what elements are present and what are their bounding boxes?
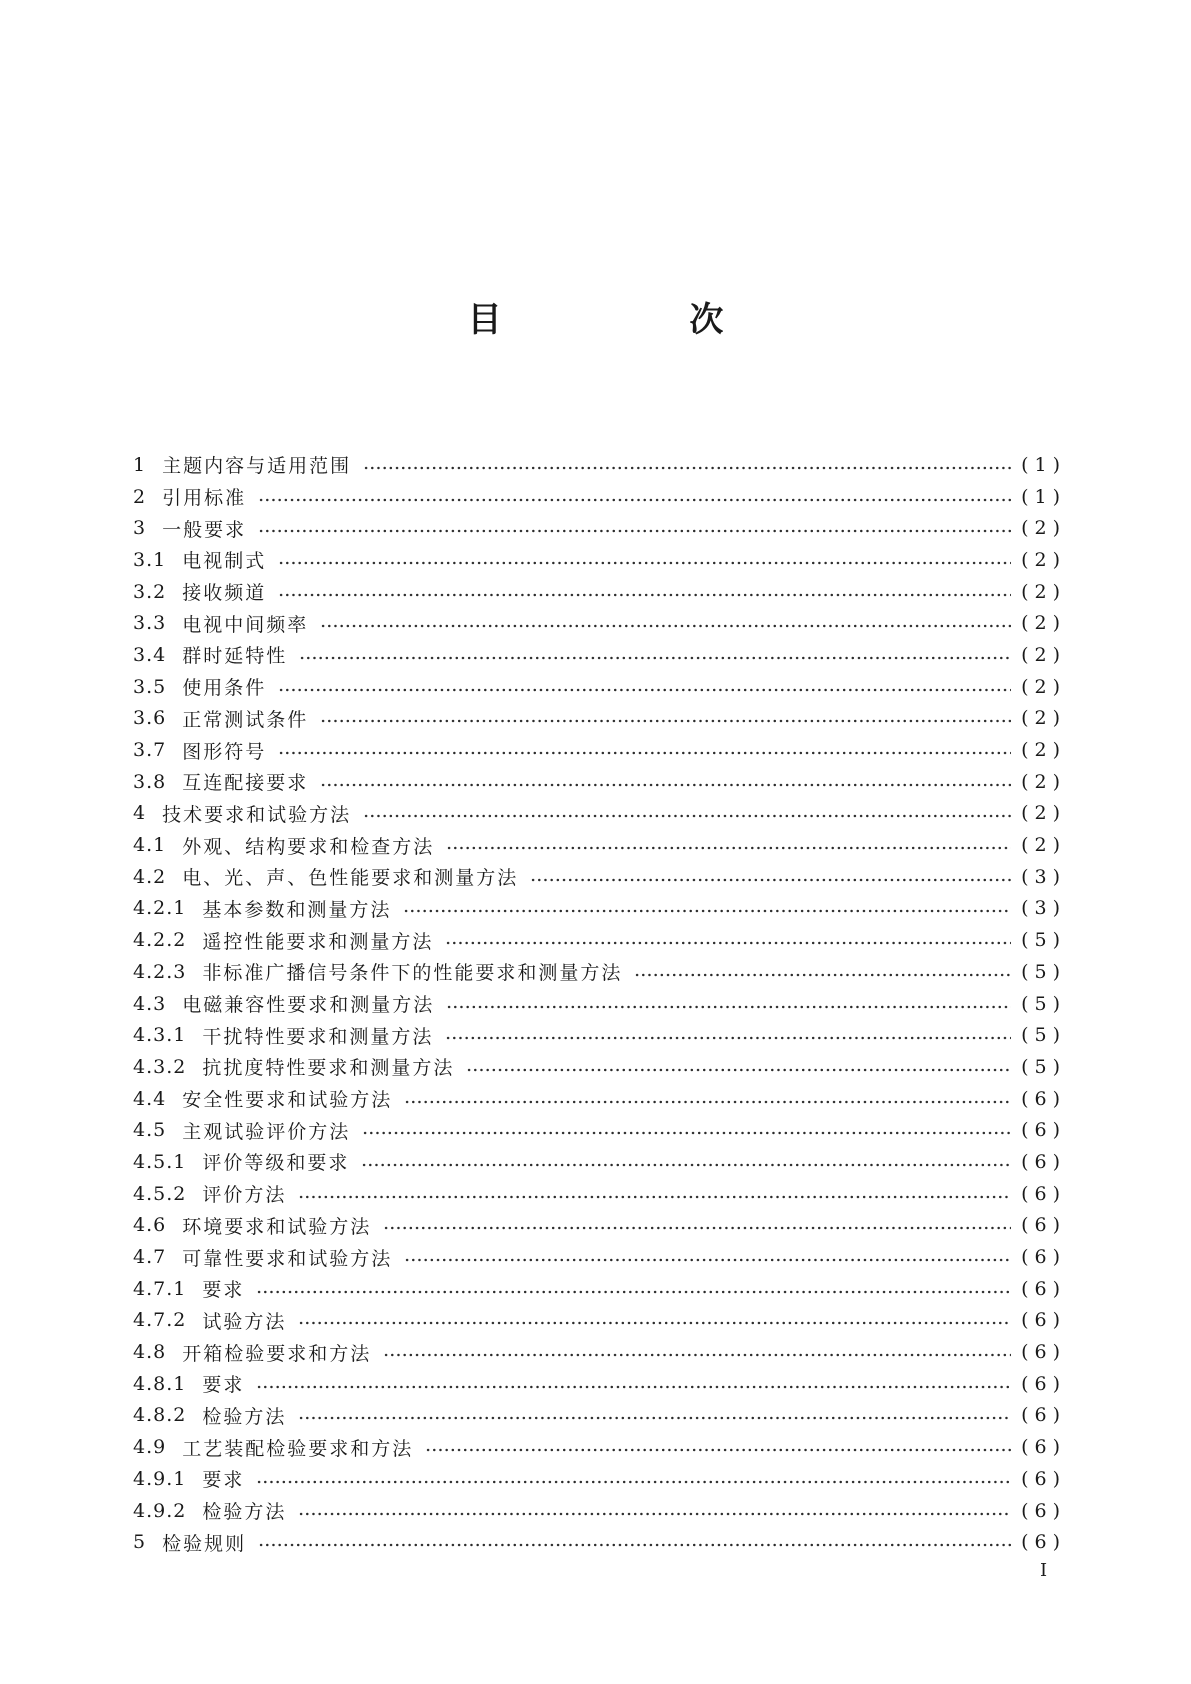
toc-entry-number: 4.2.3 [133,960,187,983]
toc-entry-title: 要求 [202,1374,245,1397]
toc-entry-page: (6) [1021,1119,1066,1142]
toc-entry-page: (1) [1021,485,1066,508]
toc-dot-leader [256,1385,1011,1389]
toc-entry-page: (6) [1021,1246,1066,1269]
toc-dot-leader [404,1258,1011,1262]
toc-entry-number: 4.8.2 [133,1404,187,1427]
page-folio: I [1040,1560,1048,1581]
toc-entry [133,734,1066,766]
toc-entry [133,956,1066,988]
toc-dot-leader [278,751,1011,755]
toc-dot-leader [320,783,1011,787]
toc-entry-page: (1) [1021,453,1066,476]
toc-entry-number: 5 [133,1531,147,1554]
toc-dot-leader [278,561,1011,565]
toc-entry-page: (5) [1021,992,1066,1015]
toc-entry-page: (6) [1021,1372,1066,1395]
toc-entry-page: (2) [1021,770,1066,793]
toc-entry [133,1495,1066,1527]
toc-dot-leader [258,1543,1011,1547]
toc-entry-number: 3.1 [133,548,167,571]
toc-entry-page: (2) [1021,548,1066,571]
toc-dot-leader [320,719,1011,723]
toc-entry [133,1305,1066,1337]
toc-entry-title: 评价等级和要求 [202,1152,350,1175]
toc-dot-leader [278,593,1011,597]
toc-entry-title: 检验方法 [202,1501,287,1524]
toc-entry-number: 3 [133,517,147,540]
toc-dot-leader [446,1005,1011,1009]
toc-entry-title: 检验方法 [202,1405,287,1428]
toc-entry [133,893,1066,925]
toc-entry-title: 引用标准 [162,487,247,510]
toc-entry-title: 安全性要求和试验方法 [182,1089,393,1112]
toc-dot-leader [403,909,1011,913]
toc-entry-title: 基本参数和测量方法 [202,898,392,921]
toc-entry-page: (6) [1021,1214,1066,1237]
toc-entry [133,766,1066,798]
toc-entry-number: 3.5 [133,675,167,698]
toc-dot-leader [634,973,1011,977]
toc-entry [133,861,1066,893]
toc-dot-leader [362,1131,1011,1135]
toc-entry-number: 3.6 [133,707,167,730]
toc-entry-page: (5) [1021,960,1066,983]
toc-dot-leader [256,1480,1011,1484]
toc-entry-title: 外观、结构要求和检查方法 [182,835,435,858]
toc-entry-number: 4.9 [133,1436,167,1459]
toc-dot-leader [256,1290,1011,1294]
toc-entry-number: 4.6 [133,1214,167,1237]
toc-entry-page: (6) [1021,1531,1066,1554]
toc-entry-page: (3) [1021,865,1066,888]
toc-entry-title: 一般要求 [162,518,247,541]
page-title: 目 次 [467,300,812,340]
toc-entry-number: 4.3.1 [133,1024,187,1047]
toc-entry-number: 4.2.2 [133,929,187,952]
toc-entry-page: (2) [1021,643,1066,666]
toc-entry-page: (2) [1021,802,1066,825]
toc-entry [133,1051,1066,1083]
toc-entry-number: 3.7 [133,739,167,762]
toc-entry-number: 3.2 [133,580,167,603]
toc-entry-title: 接收频道 [182,582,267,605]
toc-entry-page: (6) [1021,1499,1066,1522]
toc-dot-leader [466,1068,1011,1072]
toc-entry-page: (5) [1021,929,1066,952]
toc-dot-leader [298,1195,1011,1199]
toc-dot-leader [383,1226,1011,1230]
toc-entry [133,449,1066,481]
toc-entry-number: 2 [133,485,147,508]
toc-entry [133,798,1066,830]
toc-entry-title: 开箱检验要求和方法 [182,1342,372,1365]
toc-dot-leader [404,1100,1011,1104]
toc-entry-page: (6) [1021,1087,1066,1110]
toc-entry-title: 非标准广播信号条件下的性能要求和测量方法 [202,962,623,985]
toc-entry-title: 正常测试条件 [182,708,309,731]
toc-entry [133,829,1066,861]
toc-dot-leader [361,1163,1011,1167]
toc-entry-title: 抗扰度特性要求和测量方法 [202,1057,455,1080]
toc-entry-title: 要求 [202,1469,245,1492]
toc-entry-title: 电视制式 [182,550,267,573]
toc-entry-page: (5) [1021,1024,1066,1047]
toc-entry-title: 互连配接要求 [182,772,309,795]
toc-entry [133,639,1066,671]
toc-entry [133,671,1066,703]
toc-entry-number: 4.9.1 [133,1467,187,1490]
toc-entry-number: 4.8.1 [133,1372,187,1395]
toc-entry-page: (6) [1021,1404,1066,1427]
toc-entry-page: (6) [1021,1341,1066,1364]
toc-entry-page: (3) [1021,897,1066,920]
toc-entry-number: 4.3 [133,992,167,1015]
toc-entry-title: 评价方法 [202,1184,287,1207]
toc-entry [133,512,1066,544]
toc-entry [133,1526,1066,1558]
toc-entry [133,1019,1066,1051]
toc-dot-leader [298,1416,1011,1420]
toc-entry-number: 4.5 [133,1119,167,1142]
toc-entry [133,703,1066,735]
toc-entry-number: 4.5.1 [133,1150,187,1173]
toc-entry-number: 4.2.1 [133,897,187,920]
toc-entry-title: 电视中间频率 [182,613,309,636]
toc-entry [133,924,1066,956]
toc-entry-number: 4 [133,802,147,825]
toc-dot-leader [363,466,1011,470]
toc-entry-title: 图形符号 [182,740,267,763]
toc-entry-title: 主观试验评价方法 [182,1120,351,1143]
toc-entry-page: (2) [1021,612,1066,635]
toc-dot-leader [278,688,1011,692]
toc-entry-page: (2) [1021,517,1066,540]
toc-entry-number: 3.3 [133,612,167,635]
toc-entry [133,1146,1066,1178]
toc-entry [133,1431,1066,1463]
toc-entry-page: (2) [1021,707,1066,730]
toc-entry [133,1273,1066,1305]
toc-entry-page: (2) [1021,675,1066,698]
toc-entry [133,1083,1066,1115]
toc-entry [133,1210,1066,1242]
toc-entry-title: 遥控性能要求和测量方法 [202,930,434,953]
toc-dot-leader [320,624,1011,628]
toc-entry [133,1178,1066,1210]
toc-entry-page: (6) [1021,1150,1066,1173]
toc-entry [133,1463,1066,1495]
toc-entry-title: 干扰特性要求和测量方法 [202,1025,434,1048]
toc-dot-leader [298,1321,1011,1325]
toc-entry-title: 主题内容与适用范围 [162,455,352,478]
toc-entry-page: (6) [1021,1309,1066,1332]
toc-entry [133,1114,1066,1146]
toc-entry-number: 4.3.2 [133,1055,187,1078]
toc-entry-page: (6) [1021,1467,1066,1490]
toc-dot-leader [445,941,1011,945]
toc-entry-page: (5) [1021,1055,1066,1078]
toc-entry-title: 电、光、声、色性能要求和测量方法 [182,867,519,890]
toc-dot-leader [298,1512,1011,1516]
toc-entry-number: 4.7.2 [133,1309,187,1332]
toc-dot-leader [445,1036,1011,1040]
toc-entry-title: 电磁兼容性要求和测量方法 [182,994,435,1017]
toc-entry [133,1241,1066,1273]
table-of-contents [133,449,1066,1558]
toc-entry-page: (6) [1021,1277,1066,1300]
toc-entry [133,544,1066,576]
toc-entry [133,607,1066,639]
toc-dot-leader [299,656,1011,660]
toc-dot-leader [363,814,1011,818]
toc-entry [133,576,1066,608]
toc-entry-number: 4.5.2 [133,1182,187,1205]
toc-entry-title: 群时延特性 [182,645,288,668]
toc-entry-number: 4.1 [133,834,167,857]
toc-entry-title: 使用条件 [182,677,267,700]
toc-dot-leader [530,878,1011,882]
toc-entry-page: (2) [1021,580,1066,603]
toc-entry-number: 4.9.2 [133,1499,187,1522]
toc-entry-number: 4.7 [133,1246,167,1269]
toc-dot-leader [258,529,1011,533]
toc-entry-page: (2) [1021,739,1066,762]
toc-entry-number: 4.2 [133,865,167,888]
toc-dot-leader [383,1353,1011,1357]
toc-entry [133,1368,1066,1400]
toc-entry-title: 工艺装配检验要求和方法 [182,1437,414,1460]
toc-dot-leader [258,498,1011,502]
toc-entry [133,1336,1066,1368]
toc-entry-title: 环境要求和试验方法 [182,1215,372,1238]
toc-entry-number: 3.8 [133,770,167,793]
toc-entry [133,988,1066,1020]
toc-entry-title: 要求 [202,1279,245,1302]
toc-entry-title: 检验规则 [162,1532,247,1555]
toc-entry-page: (2) [1021,834,1066,857]
toc-entry-page: (6) [1021,1182,1066,1205]
toc-entry-number: 4.8 [133,1341,167,1364]
toc-entry-number: 4.7.1 [133,1277,187,1300]
toc-entry-number: 4.4 [133,1087,167,1110]
toc-entry [133,481,1066,513]
toc-dot-leader [425,1448,1011,1452]
toc-entry [133,1400,1066,1432]
toc-dot-leader [446,846,1011,850]
toc-entry-title: 可靠性要求和试验方法 [182,1247,393,1270]
toc-entry-title: 试验方法 [202,1310,287,1333]
toc-entry-title: 技术要求和试验方法 [162,803,352,826]
toc-entry-number: 1 [133,453,147,476]
toc-entry-page: (6) [1021,1436,1066,1459]
toc-entry-number: 3.4 [133,643,167,666]
